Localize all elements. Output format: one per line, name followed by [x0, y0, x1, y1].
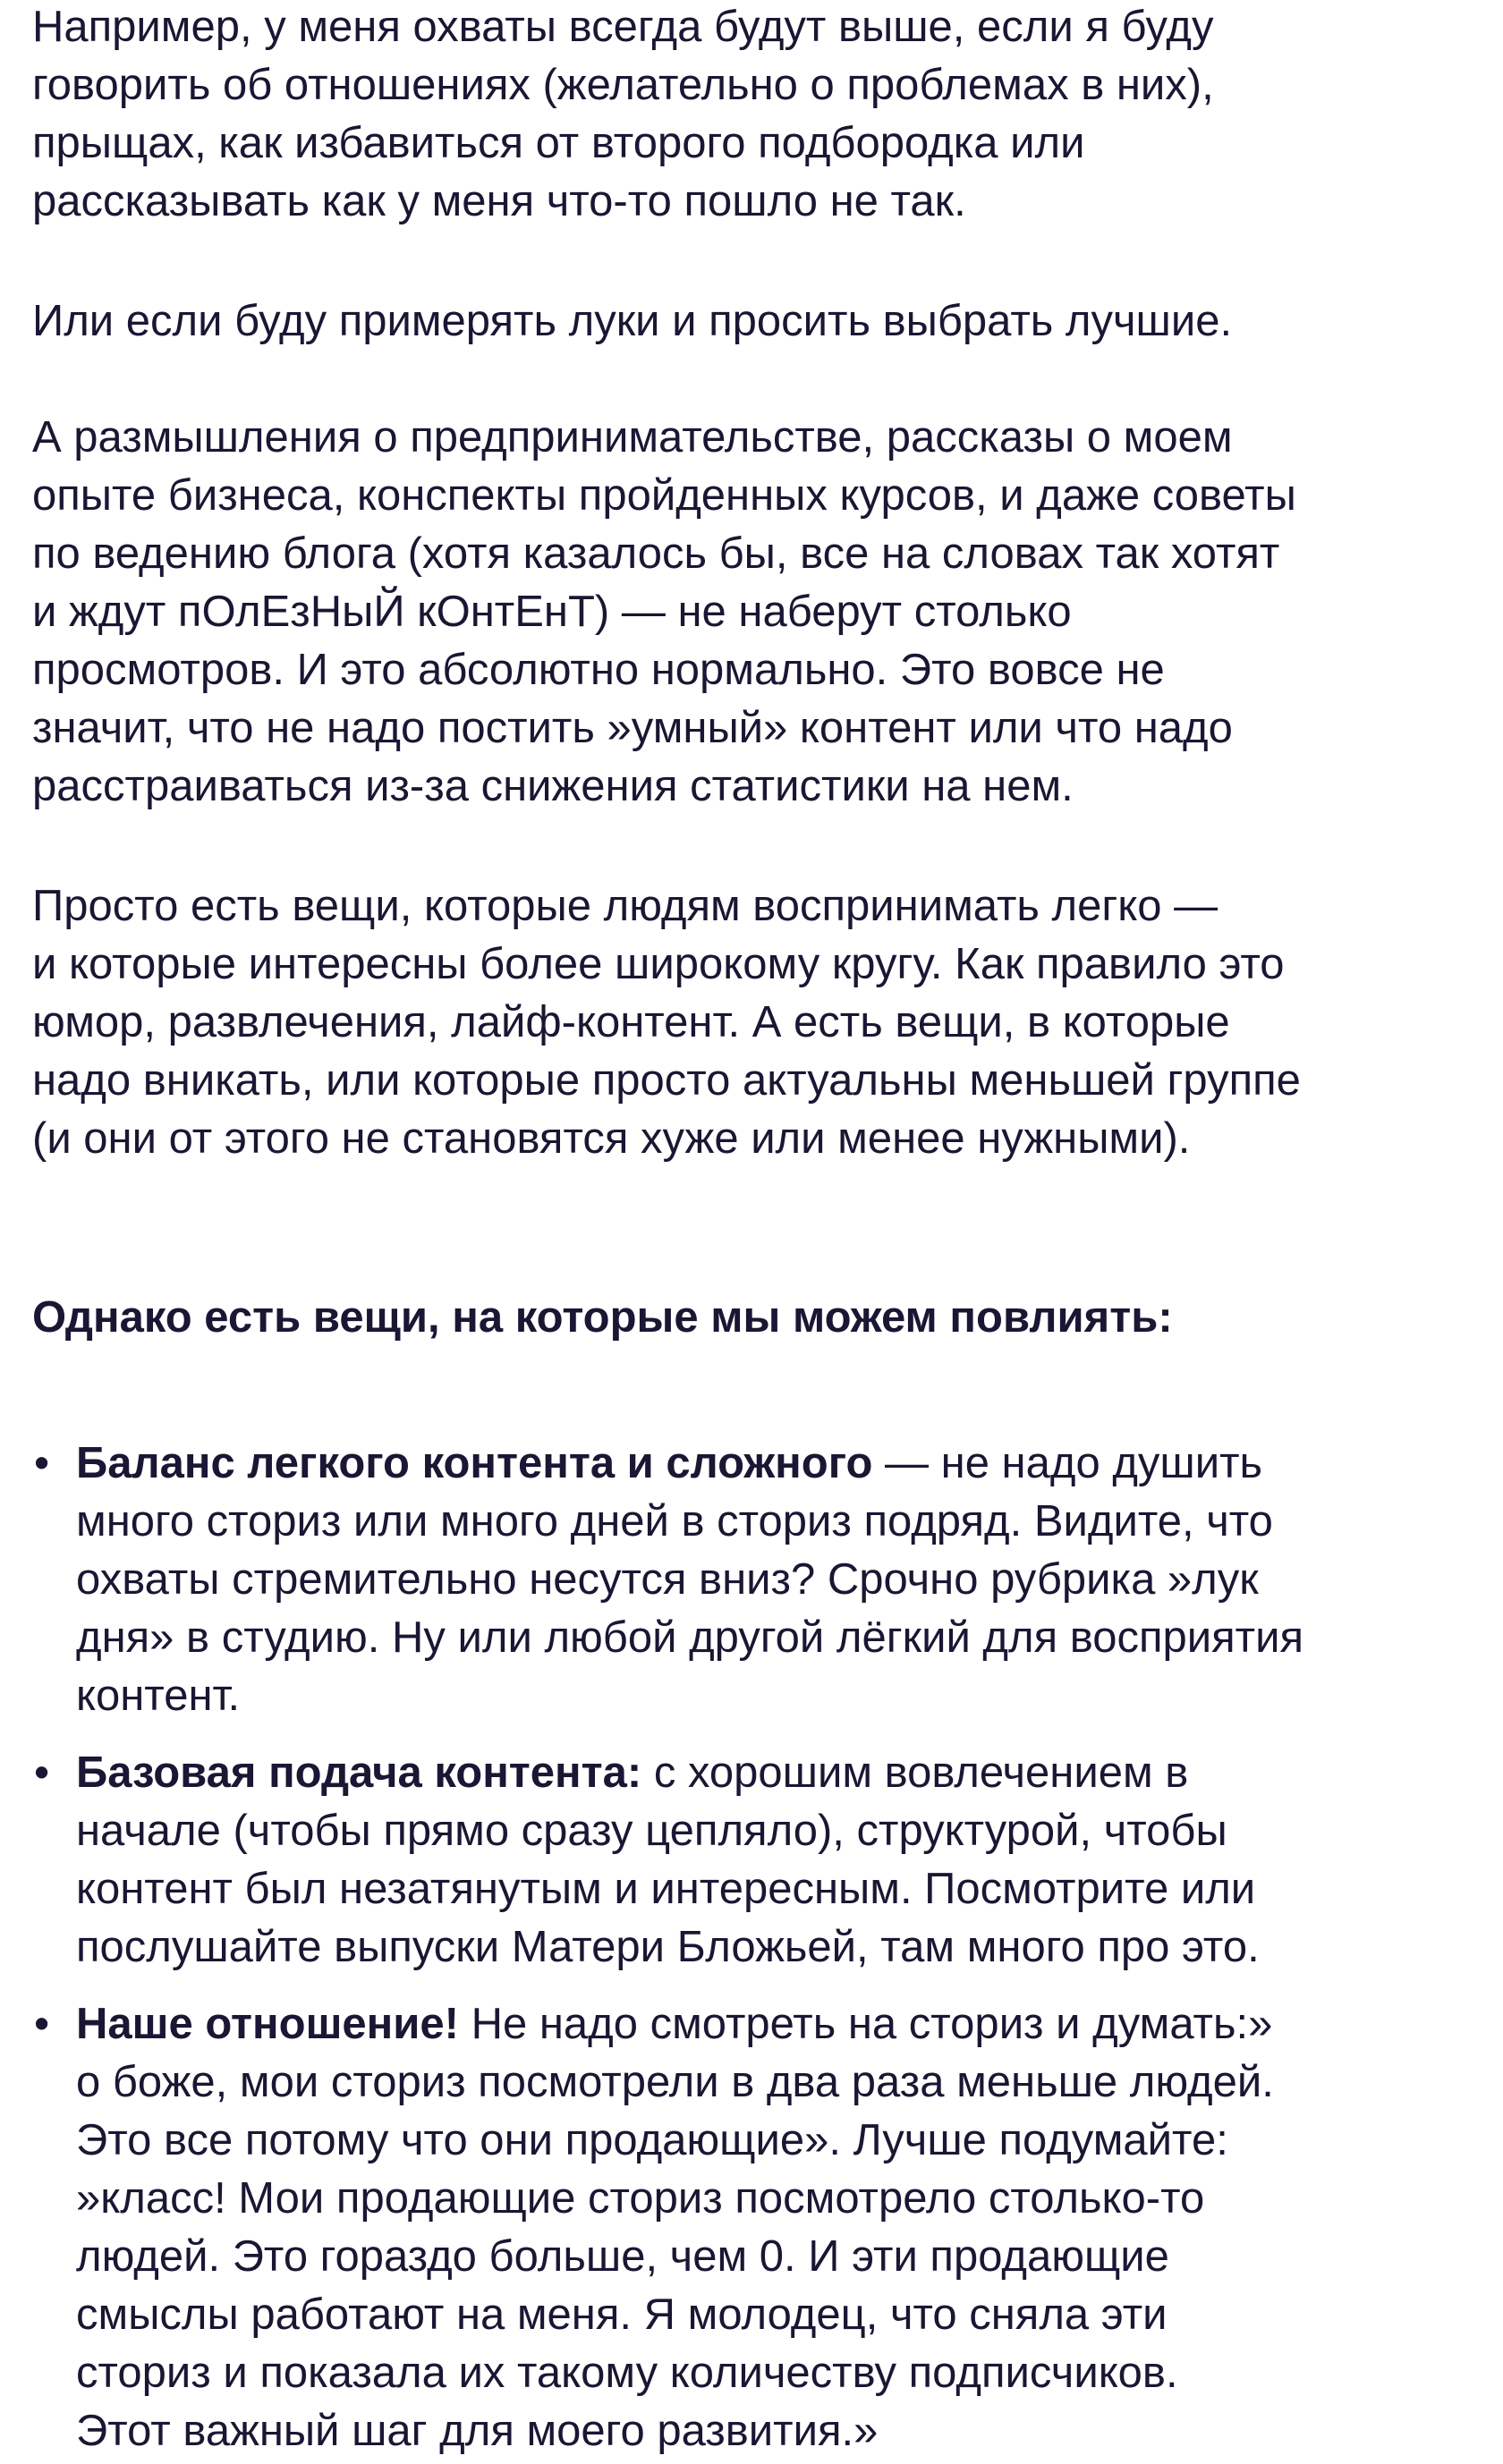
paragraph-3 [32, 409, 1296, 816]
text-line: рассказывать как у меня что-то пошло не так. [32, 177, 966, 225]
paragraph-1 [32, 0, 1214, 231]
text-line: Просто есть вещи, которые людям воспринимать легко — [32, 882, 1219, 930]
text-line: говорить об отношениях (желательно о проблемах в них), [32, 61, 1214, 109]
bullet-bold-lead: Наше отношение! [76, 2000, 459, 2048]
text-line: надо вникать, или которые просто актуальны меньшей группе [32, 1056, 1301, 1105]
text-line: юмор, развлечения, лайф-контент. А есть вещи, в которые [32, 998, 1230, 1046]
text-line: контент. [76, 1672, 241, 1720]
bullet-first-line [76, 1744, 1260, 1802]
text-line: Это все потому что они продающие». Лучше подумайте: [76, 2116, 1228, 2164]
text-line: контент был незатянутым и интересным. Посмотрите или [76, 1865, 1256, 1913]
bullet-first-rest: Не надо смотреть на сториз и думать:» [458, 2000, 1273, 2048]
text-line: охваты стремительно несутся вниз? Срочно рубрика »лук [76, 1555, 1259, 1604]
bullet-bold-lead: Баланс легкого контента и сложного [76, 1439, 873, 1487]
paragraph-4 [32, 877, 1301, 1168]
text-line: и которые интересны более широкому кругу. Как правило это [32, 940, 1285, 988]
bullet-first-rest: — не надо душить [872, 1439, 1263, 1487]
text-line: послушайте выпуски Матери Бложьей, там много про это. [76, 1923, 1260, 1971]
text-line: сториз и показала их такому количеству подписчиков. [76, 2349, 1178, 2397]
bullet-item [32, 1744, 1260, 1977]
bullet-item [32, 1995, 1274, 2460]
text-line: и ждут пОлЕзНыЙ кОнтЕнТ) — не наберут столько [32, 588, 1072, 636]
bullet-glyph: • [34, 1439, 50, 1487]
text-line: просмотров. И это абсолютно нормально. Это вовсе не [32, 646, 1165, 694]
text-line: (и они от этого не становятся хуже или менее нужными). [32, 1114, 1191, 1163]
text-line: много сториз или много дней в сториз подряд. Видите, что [76, 1497, 1273, 1545]
text-line: смыслы работают на меня. Я молодец, что сняла эти [76, 2290, 1168, 2339]
bullet-item [32, 1435, 1303, 1725]
bullet-first-line [76, 1435, 1303, 1493]
text-line: Например, у меня охваты всегда будут выше, если я буду [32, 3, 1214, 51]
text-line: »класс! Мои продающие сториз посмотрело столько-то [76, 2174, 1205, 2223]
text-line: о боже, мои сториз посмотрели в два раза меньше людей. [76, 2058, 1274, 2106]
text-line: людей. Это гораздо больше, чем 0. И эти продающие [76, 2232, 1169, 2281]
bullet-bold-lead: Базовая подача контента: [76, 1749, 642, 1797]
text-line: начале (чтобы прямо сразу цепляло), структурой, чтобы [76, 1807, 1227, 1855]
text-line: прыщах, как избавиться от второго подбородка или [32, 119, 1085, 167]
text-line: А размышления о предпринимательстве, рассказы о моем [32, 413, 1233, 461]
bullet-glyph: • [34, 2000, 50, 2048]
text-line: дня» в студию. Ну или любой другой лёгкий для восприятия [76, 1613, 1304, 1662]
bullet-first-line [76, 1995, 1274, 2053]
text-line: Этот важный шаг для моего развития.» [76, 2407, 879, 2455]
bullet-glyph: • [34, 1749, 50, 1797]
text-line: по ведению блога (хотя казалось бы, все на словах так хотят [32, 529, 1280, 578]
text-line: опыте бизнеса, конспекты пройденных курсов, и даже советы [32, 471, 1296, 520]
section-heading: Однако есть вещи, на которые мы можем повлиять: [32, 1293, 1173, 1342]
text-line: Или если буду примерять луки и просить выбрать лучшие. [32, 297, 1233, 345]
paragraph-2 [32, 292, 1232, 351]
text-line: расстраиваться из-за снижения статистики на нем. [32, 762, 1074, 810]
bullet-first-rest: с хорошим вовлечением в [641, 1749, 1189, 1797]
text-line: значит, что не надо постить »умный» контент или что надо [32, 704, 1233, 752]
